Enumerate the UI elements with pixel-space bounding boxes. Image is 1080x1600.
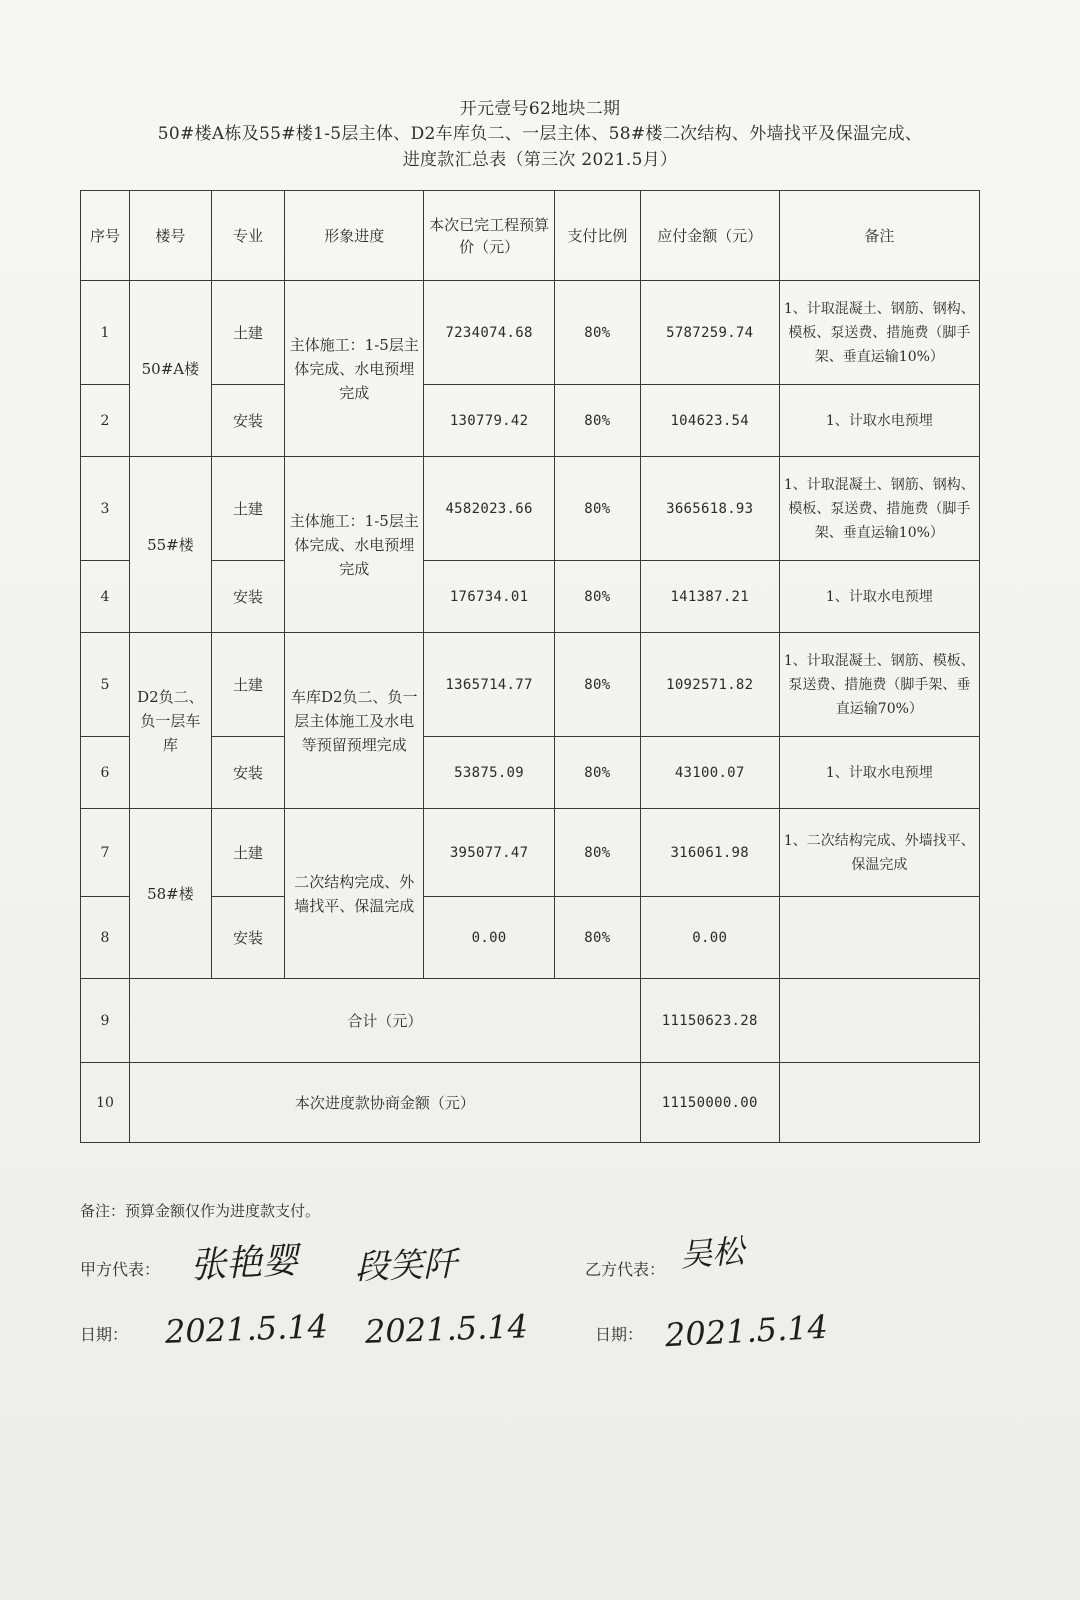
progress-payment-table: [80, 190, 980, 1143]
payable-cell: 0.00: [640, 897, 779, 979]
payable-cell: 3665618.93: [640, 457, 779, 561]
payable-cell: 316061.98: [640, 809, 779, 897]
payable-cell: 43100.07: [640, 737, 779, 809]
row-no: 1: [81, 281, 130, 385]
trade-cell: 安装: [211, 897, 285, 979]
col-header-trade: 专业: [211, 191, 285, 281]
remark-cell: 1、计取混凝土、钢筋、模板、泵送费、措施费（脚手架、垂直运输70%）: [779, 633, 979, 737]
col-header-progress: 形象进度: [285, 191, 424, 281]
trade-cell: 土建: [211, 809, 285, 897]
budget-cell: 130779.42: [424, 385, 555, 457]
party-b-signature: 吴松: [678, 1231, 746, 1275]
trade-cell: 安装: [211, 385, 285, 457]
payable-cell: 1092571.82: [640, 633, 779, 737]
trade-cell: 土建: [211, 633, 285, 737]
date-label-b: 日期：: [595, 1325, 644, 1344]
building-cell: 58#楼: [130, 809, 212, 979]
table-row: [81, 809, 980, 897]
row-no: 9: [81, 979, 130, 1063]
ratio-cell: 80%: [554, 561, 640, 633]
col-header-ratio: 支付比例: [554, 191, 640, 281]
progress-cell: 二次结构完成、外墙找平、保温完成: [285, 809, 424, 979]
progress-cell: 车库D2负二、负一层主体施工及水电等预留预埋完成: [285, 633, 424, 809]
progress-cell: 主体施工：1-5层主体完成、水电预埋完成: [285, 281, 424, 457]
remark-cell: 1、计取水电预埋: [779, 385, 979, 457]
footer-note: 备注：预算金额仅作为进度款支付。: [80, 1202, 321, 1220]
negotiated-remark: [779, 1063, 979, 1143]
budget-cell: 1365714.77: [424, 633, 555, 737]
payable-cell: 141387.21: [640, 561, 779, 633]
doc-title-line3: 进度款汇总表（第三次 2021.5月）: [402, 150, 678, 170]
remark-cell: 1、计取水电预埋: [779, 737, 979, 809]
ratio-cell: 80%: [554, 385, 640, 457]
row-no: 4: [81, 561, 130, 633]
row-no: 8: [81, 897, 130, 979]
budget-cell: 53875.09: [424, 737, 555, 809]
ratio-cell: 80%: [554, 897, 640, 979]
negotiated-label: 本次进度款协商金额（元）: [130, 1063, 641, 1143]
table-row: [81, 561, 980, 633]
negotiated-amount: 11150000.00: [640, 1063, 779, 1143]
budget-cell: 395077.47: [424, 809, 555, 897]
budget-cell: 4582023.66: [424, 457, 555, 561]
building-cell: D2负二、负一层车库: [130, 633, 212, 809]
total-amount: 11150623.28: [640, 979, 779, 1063]
remark-cell: 1、计取混凝土、钢筋、钢构、模板、泵送费、措施费（脚手架、垂直运输10%）: [779, 281, 979, 385]
doc-title-line2: 50#楼A栋及55#楼1-5层主体、D2车库负二、一层主体、58#楼二次结构、外墙找平及保温完成、: [157, 124, 923, 144]
table-row: [81, 737, 980, 809]
ratio-cell: 80%: [554, 633, 640, 737]
col-header-budget: 本次已完工程预算价（元）: [424, 191, 555, 281]
date-label-a: 日期：: [80, 1325, 129, 1344]
progress-cell: 主体施工：1-5层主体完成、水电预埋完成: [285, 457, 424, 633]
party-b-label: 乙方代表：: [585, 1260, 666, 1279]
ratio-cell: 80%: [554, 809, 640, 897]
date-a-1: 2021.5.14: [164, 1307, 329, 1351]
col-header-payable: 应付金额（元）: [640, 191, 779, 281]
col-header-no: 序号: [81, 191, 130, 281]
date-a-2: 2021.5.14: [364, 1307, 529, 1351]
party-a-signature-1: 张艳婴: [189, 1240, 300, 1287]
total-row: [81, 979, 980, 1063]
trade-cell: 土建: [211, 281, 285, 385]
remark-cell: 1、计取混凝土、钢筋、钢构、模板、泵送费、措施费（脚手架、垂直运输10%）: [779, 457, 979, 561]
row-no: 10: [81, 1063, 130, 1143]
table-header-row: [81, 191, 980, 281]
budget-cell: 7234074.68: [424, 281, 555, 385]
negotiated-row: [81, 1063, 980, 1143]
doc-title-line1: 开元壹号62地块二期: [459, 99, 621, 119]
col-header-remark: 备注: [779, 191, 979, 281]
date-b: 2021.5.14: [664, 1307, 829, 1355]
row-no: 6: [81, 737, 130, 809]
table-row: [81, 897, 980, 979]
ratio-cell: 80%: [554, 737, 640, 809]
trade-cell: 安装: [211, 561, 285, 633]
table-row: [81, 457, 980, 561]
trade-cell: 土建: [211, 457, 285, 561]
ratio-cell: 80%: [554, 281, 640, 385]
total-label: 合计（元）: [130, 979, 641, 1063]
row-no: 3: [81, 457, 130, 561]
col-header-building: 楼号: [130, 191, 212, 281]
table-row: [81, 385, 980, 457]
payable-cell: 5787259.74: [640, 281, 779, 385]
budget-cell: 176734.01: [424, 561, 555, 633]
row-no: 2: [81, 385, 130, 457]
building-cell: 55#楼: [130, 457, 212, 633]
payable-cell: 104623.54: [640, 385, 779, 457]
table-row: [81, 281, 980, 385]
total-remark: [779, 979, 979, 1063]
party-a-signature-2: 段笑阡: [354, 1244, 458, 1288]
row-no: 5: [81, 633, 130, 737]
remark-cell: 1、计取水电预埋: [779, 561, 979, 633]
remark-cell: 1、二次结构完成、外墙找平、保温完成: [779, 809, 979, 897]
table-row: [81, 633, 980, 737]
trade-cell: 安装: [211, 737, 285, 809]
party-a-label: 甲方代表：: [80, 1260, 161, 1279]
row-no: 7: [81, 809, 130, 897]
ratio-cell: 80%: [554, 457, 640, 561]
building-cell: 50#A楼: [130, 281, 212, 457]
budget-cell: 0.00: [424, 897, 555, 979]
remark-cell: [779, 897, 979, 979]
